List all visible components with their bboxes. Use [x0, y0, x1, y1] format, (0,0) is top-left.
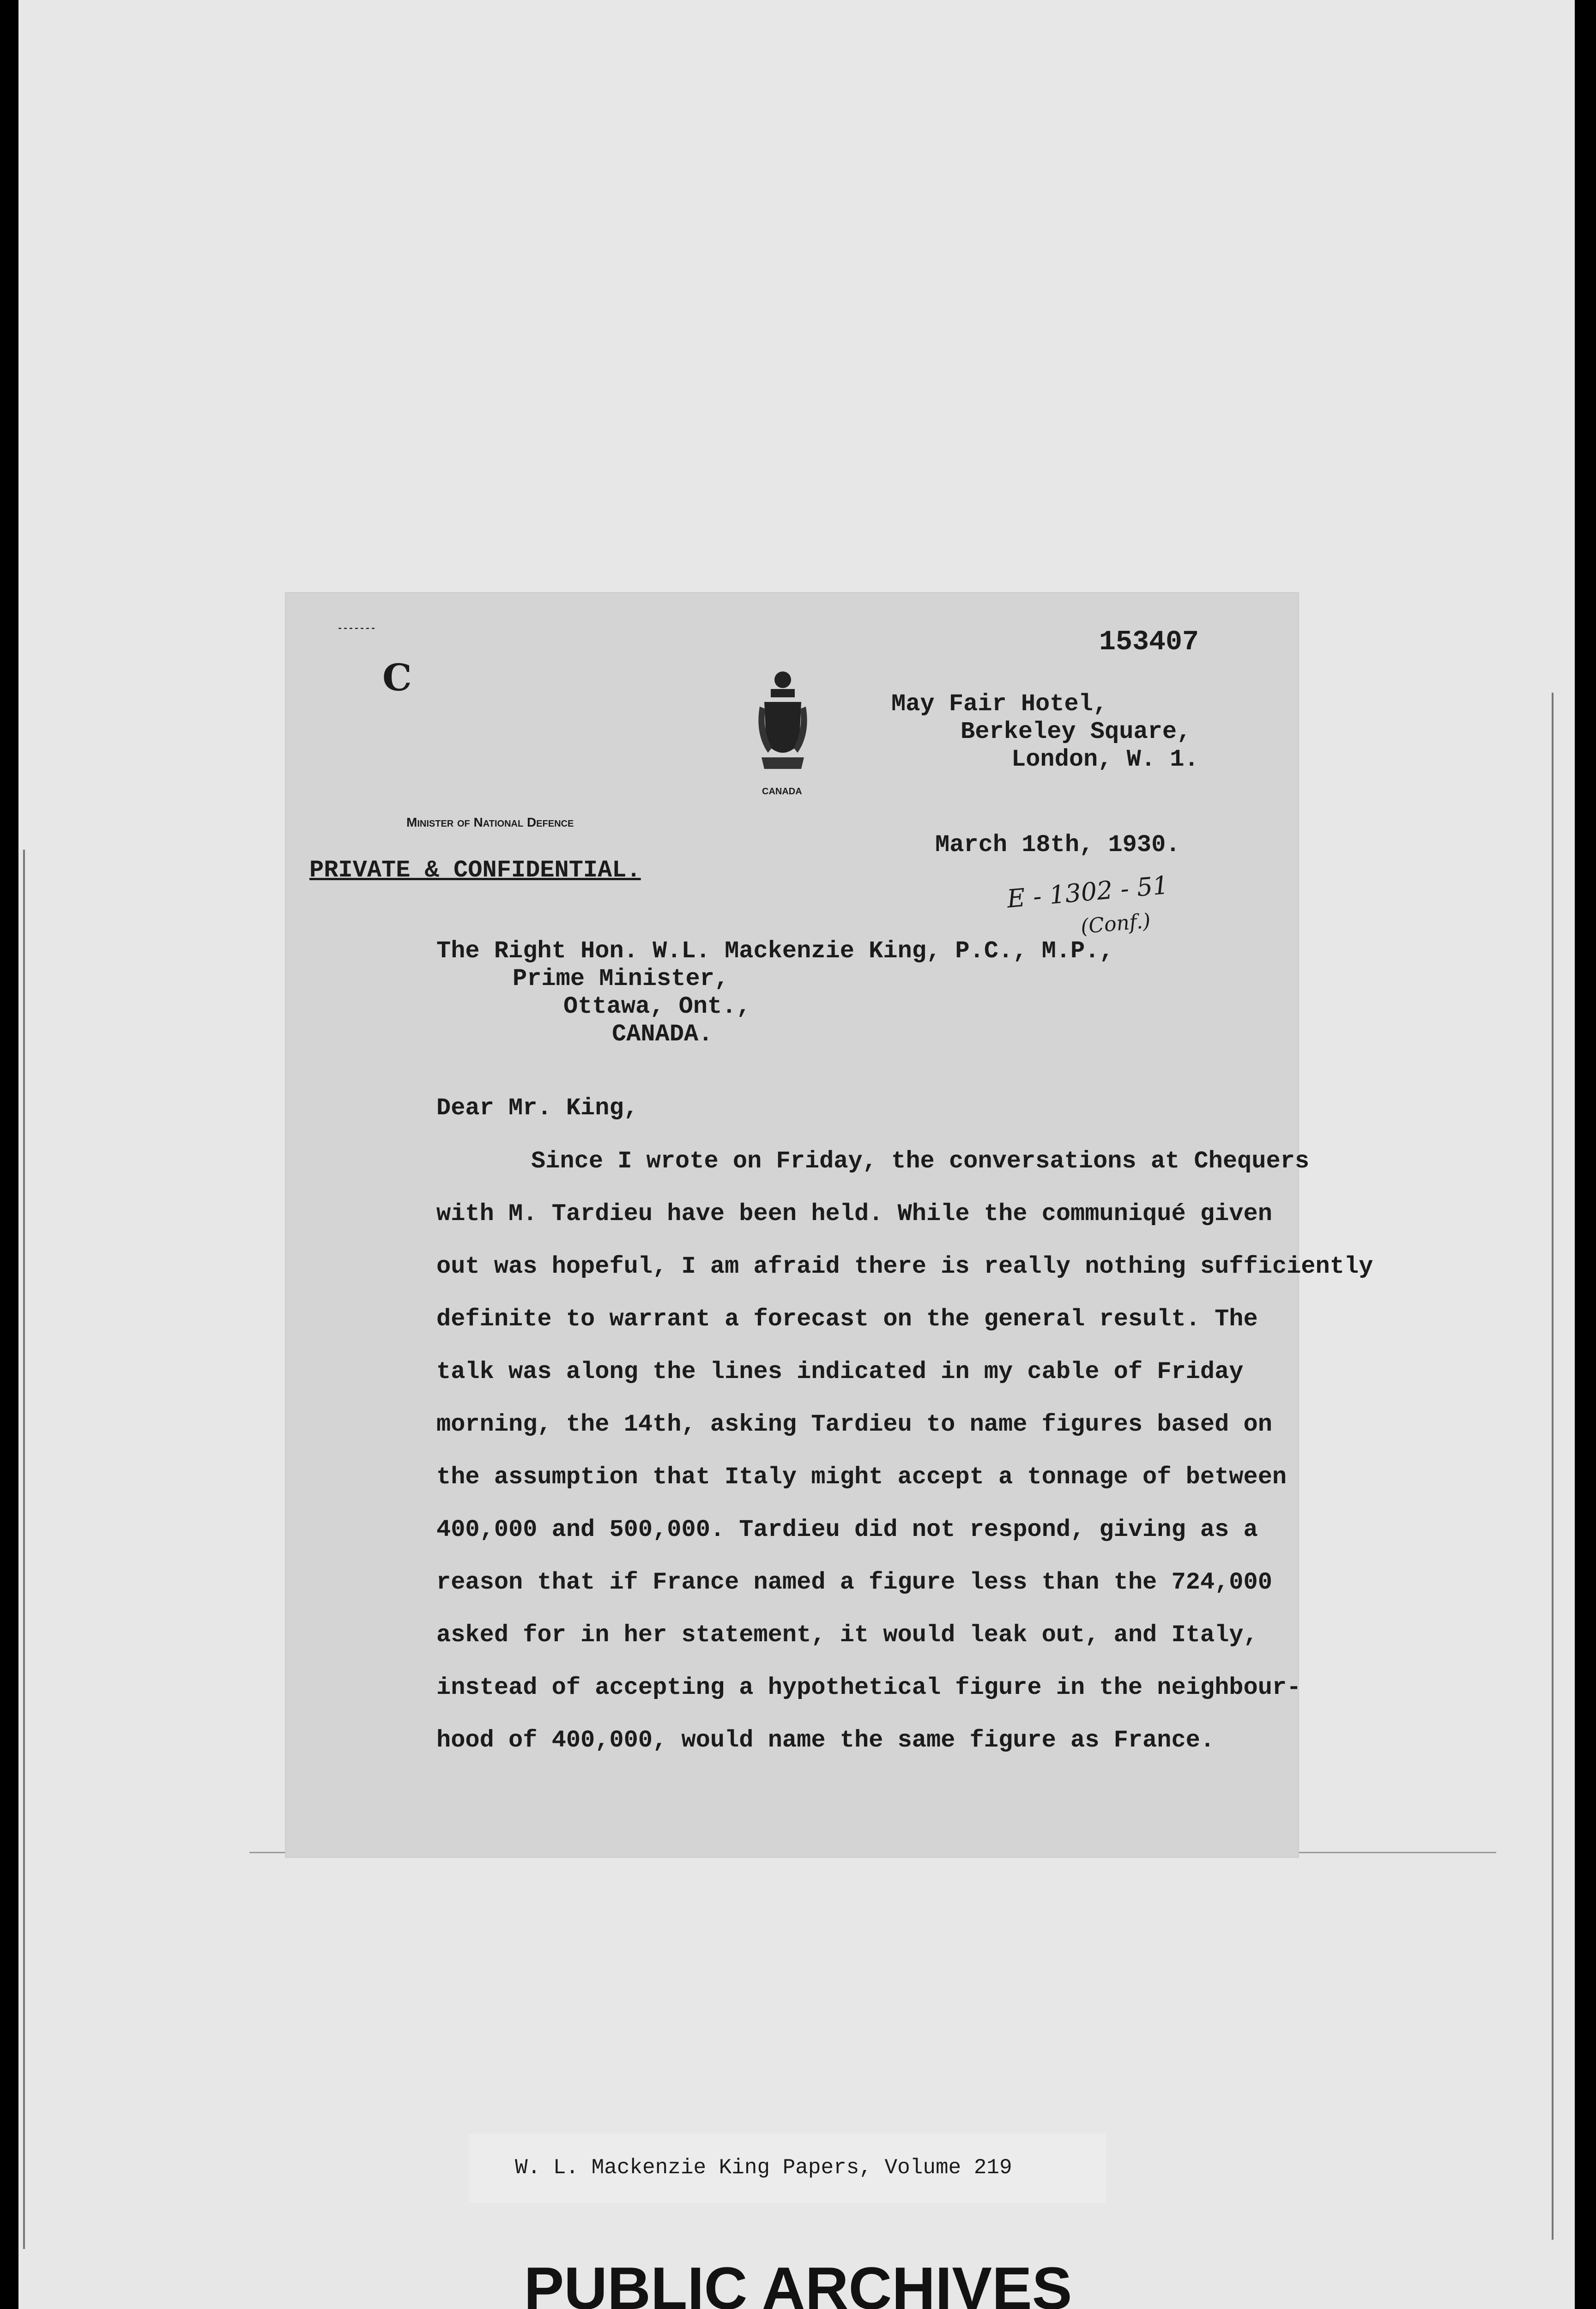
recipient-line-2: Prime Minister, — [513, 965, 729, 992]
film-edge-line-left — [23, 850, 25, 2249]
dash-mark: ------- — [337, 623, 376, 634]
canada-crest-icon — [755, 665, 810, 799]
body-line: reason that if France named a figure less than the 724,000 — [436, 1569, 1272, 1596]
body-line: the assumption that Italy might accept a tonnage of between — [436, 1463, 1287, 1491]
salutation: Dear Mr. King, — [436, 1094, 638, 1122]
collection-label-strip — [469, 2134, 1106, 2203]
handwritten-file-note: (Conf.) — [1080, 909, 1152, 939]
confidential-marking: PRIVATE & CONFIDENTIAL. — [309, 857, 641, 884]
body-line: Since I wrote on Friday, the conversations at Chequers — [531, 1148, 1310, 1175]
body-line: 400,000 and 500,000. Tardieu did not respond, giving as a — [436, 1516, 1258, 1543]
letter-date: March 18th, 1930. — [935, 831, 1180, 858]
body-line: morning, the 14th, asking Tardieu to name figures based on — [436, 1411, 1272, 1438]
recipient-line-3: Ottawa, Ont., — [563, 993, 751, 1020]
body-line: asked for in her statement, it would leak out, and Italy, — [436, 1621, 1258, 1649]
reference-number: 153407 — [1099, 627, 1199, 658]
handwritten-file-number: E - 1302 - 51 — [1005, 870, 1170, 914]
recipient-line-4: CANADA. — [612, 1021, 713, 1048]
letter-page — [286, 593, 1373, 1856]
body-line: hood of 400,000, would name the same figure as France. — [436, 1727, 1215, 1754]
body-line: talk was along the lines indicated in my cable of Friday — [436, 1358, 1244, 1385]
crest-label: CANADA — [762, 786, 802, 797]
body-line: out was hopeful, I am afraid there is really nothing sufficiently — [436, 1253, 1373, 1280]
collection-label: W. L. Mackenzie King Papers, Volume 219 — [515, 2156, 1012, 2180]
recipient-line-1: The Right Hon. W.L. Mackenzie King, P.C., M.P., — [436, 937, 1114, 965]
address-line-1: May Fair Hotel, — [891, 690, 1108, 718]
address-line-3: London, W. 1. — [1011, 746, 1199, 773]
letter-initial: C — [382, 656, 412, 699]
address-line-2: Berkeley Square, — [961, 718, 1191, 745]
body-line: definite to warrant a forecast on the general result. The — [436, 1306, 1258, 1333]
film-edge-line-right — [1552, 693, 1554, 2240]
body-line: instead of accepting a hypothetical figure in the neighbour- — [436, 1674, 1301, 1701]
office-heading: Minister of National Defence — [406, 815, 574, 829]
body-line: with M. Tardieu have been held. While the communiqué given — [436, 1200, 1272, 1227]
archives-title-english: PUBLIC ARCHIVES — [524, 2255, 1072, 2309]
